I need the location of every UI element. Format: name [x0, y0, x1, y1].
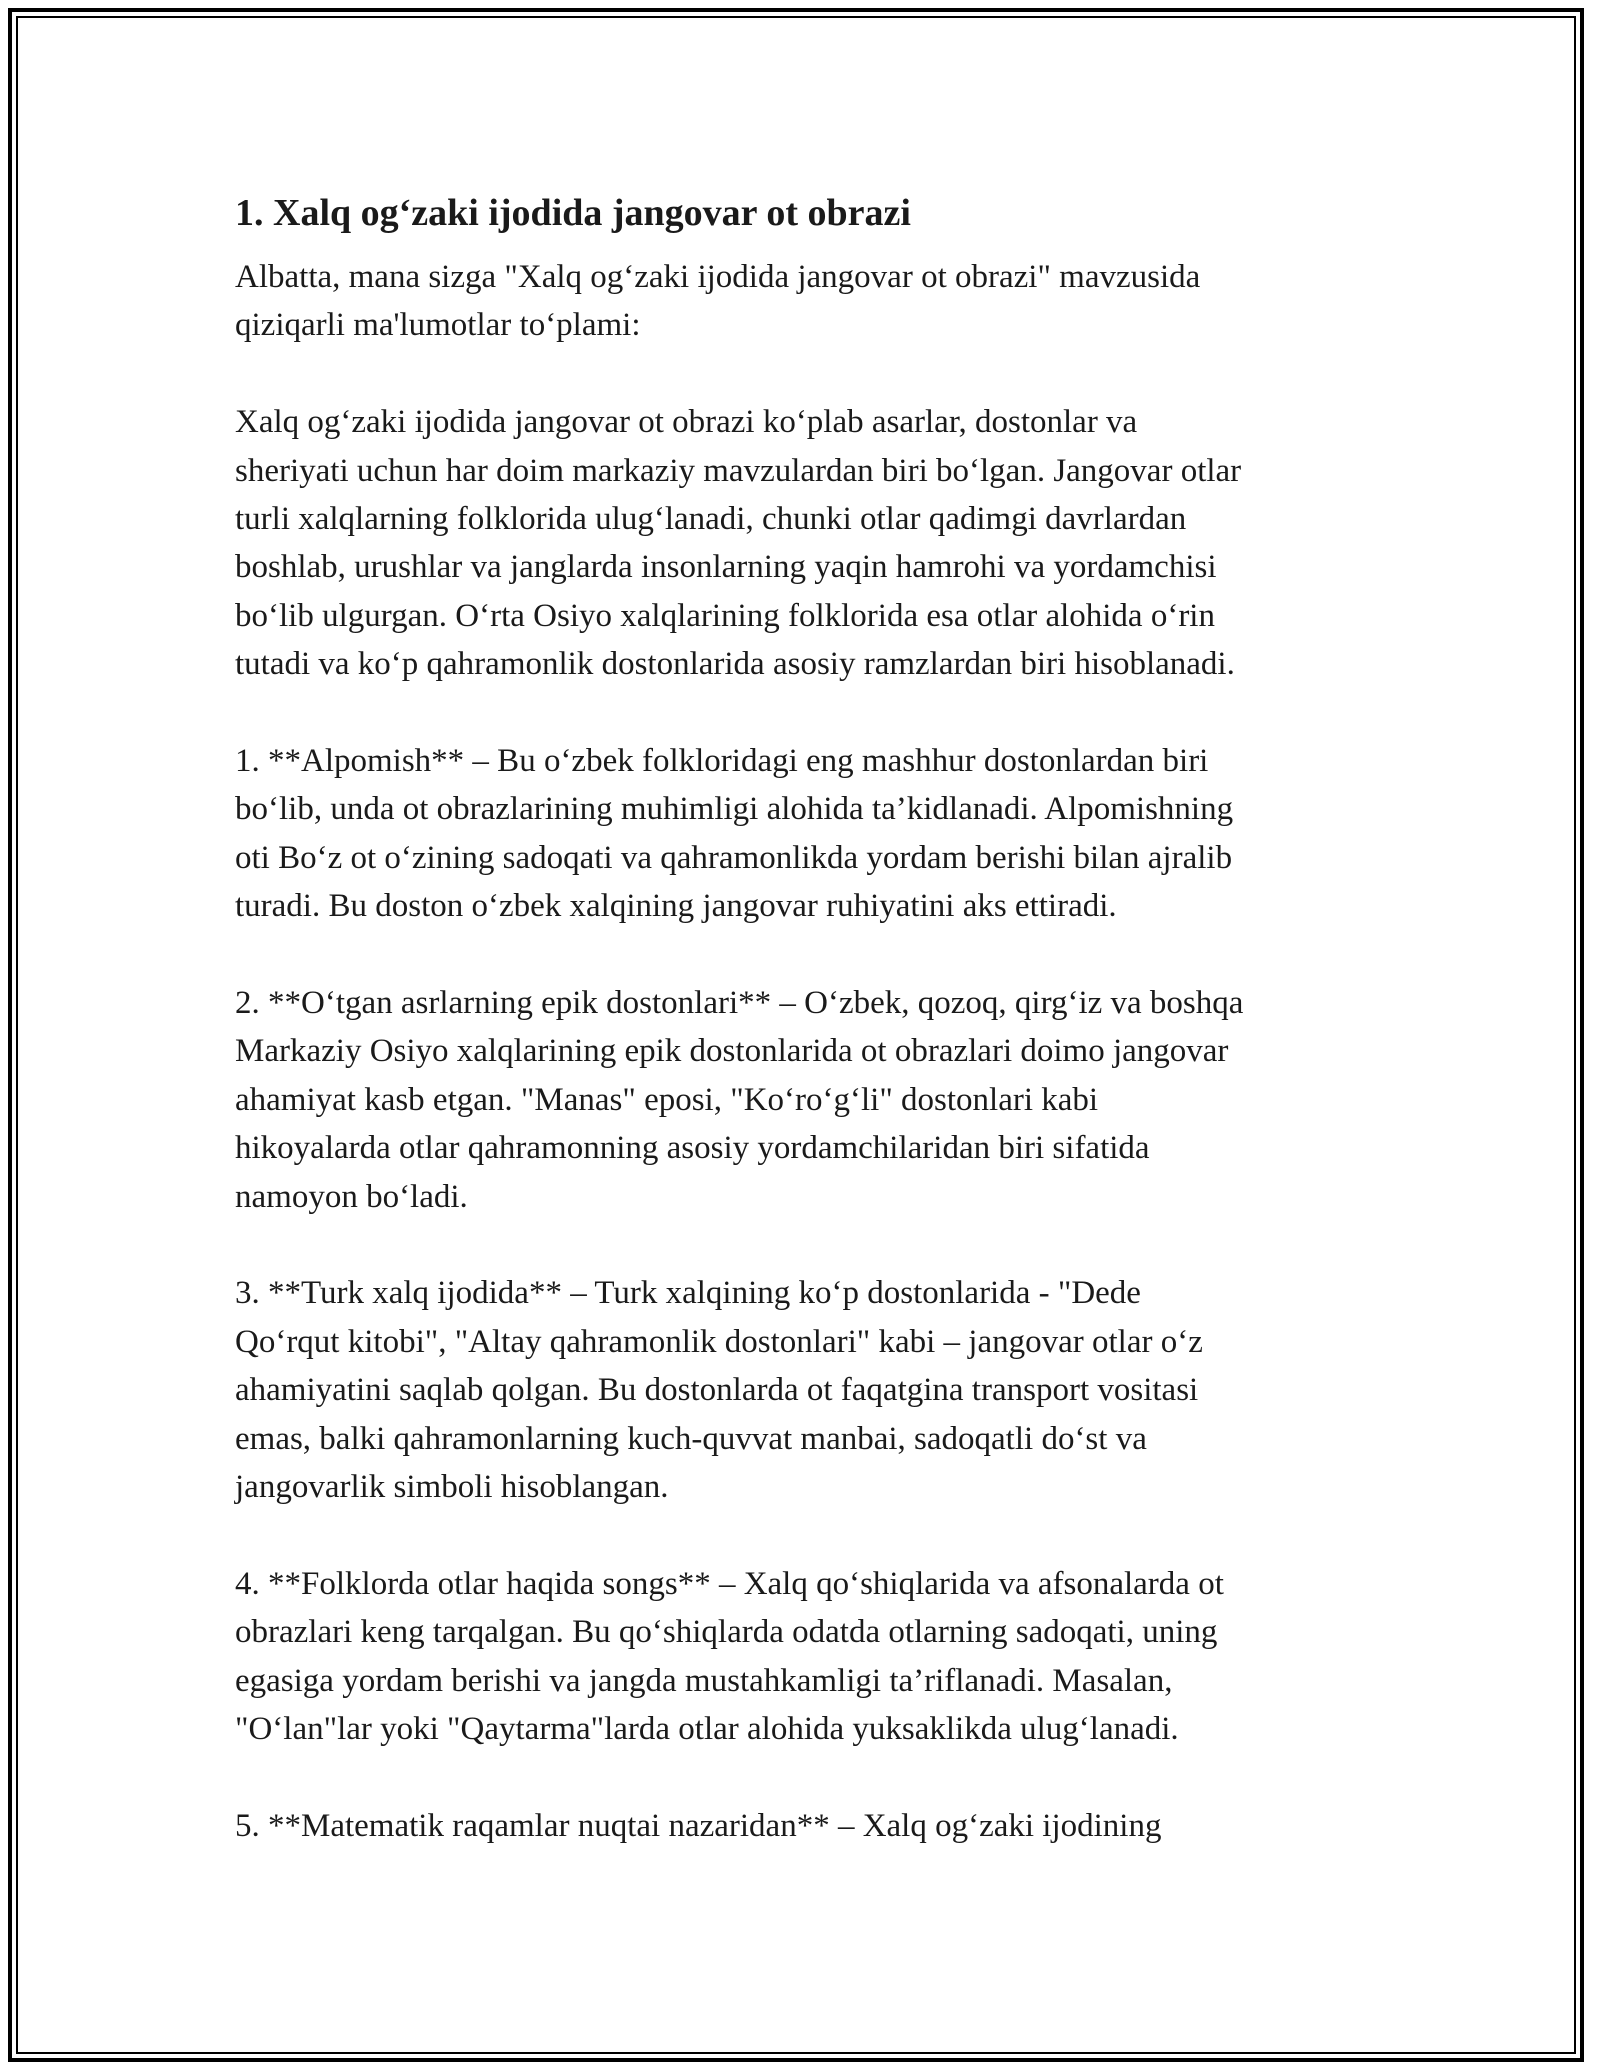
text-line: 5. **Matematik raqamlar nuqtai nazaridan** – Xalq og‘zaki ijodining [235, 1807, 1162, 1844]
text-line: qiziqarli ma'lumotlar to‘plami: [235, 307, 641, 344]
text-line: namoyon bo‘ladi. [235, 1178, 468, 1215]
document-heading: 1. Xalq og‘zaki ijodida jangovar ot obrazi [235, 192, 911, 234]
text-line: egasiga yordam berishi va jangda mustahkamligi ta’riflanadi. Masalan, [235, 1662, 1173, 1699]
text-line: jangovarlik simboli hisoblangan. [235, 1469, 669, 1506]
text-line: bo‘lib, unda ot obrazlarining muhimligi alohida ta’kidlanadi. Alpomishning [235, 791, 1234, 828]
document-body [235, 185, 1365, 1850]
list-item-mathematical [235, 1802, 1365, 1850]
text-line: bo‘lib ulgurgan. O‘rta Osiyo xalqlarining folklorida esa otlar alohida o‘rin [235, 597, 1215, 634]
text-line: boshlab, urushlar va janglarda insonlarning yaqin hamrohi va yordamchisi [235, 549, 1217, 586]
text-line: emas, balki qahramonlarning kuch-quvvat manbai, sadoqatli do‘st va [235, 1420, 1147, 1457]
text-line: sheriyati uchun har doim markaziy mavzulardan biri bo‘lgan. Jangovar otlar [235, 452, 1242, 489]
text-line: Qo‘rqut kitobi", "Altay qahramonlik dostonlari" kabi – jangovar otlar o‘z [235, 1323, 1203, 1360]
text-line: "O‘lan"lar yoki "Qaytarma"larda otlar alohida yuksaklikda ulug‘lanadi. [235, 1711, 1179, 1748]
text-line: Xalq og‘zaki ijodida jangovar ot obrazi ko‘plab asarlar, dostonlar va [235, 404, 1138, 441]
text-line: ahamiyat kasb etgan. "Manas" eposi, "Ko‘ro‘g‘li" dostonlari kabi [235, 1081, 1099, 1118]
text-line: tutadi va ko‘p qahramonlik dostonlarida asosiy ramzlardan biri hisoblanadi. [235, 646, 1235, 683]
list-item-epic-dostons [235, 979, 1365, 1221]
overview-paragraph [235, 398, 1365, 688]
text-line: ahamiyatini saqlab qolgan. Bu dostonlarda ot faqatgina transport vositasi [235, 1372, 1199, 1409]
text-line: 1. **Alpomish** – Bu o‘zbek folkloridagi eng mashhur dostonlardan biri [235, 743, 1209, 780]
text-line: turli xalqlarning folklorida ulug‘lanadi, chunki otlar qadimgi davrlardan [235, 501, 1187, 538]
text-line: oti Bo‘z ot o‘zining sadoqati va qahramonlikda yordam berishi bilan ajralib [235, 839, 1233, 876]
text-line: 2. **O‘tgan asrlarning epik dostonlari** – O‘zbek, qozoq, qirg‘iz va boshqa [235, 985, 1244, 1022]
list-item-turk-folklore [235, 1269, 1365, 1511]
text-line: 3. **Turk xalq ijodida** – Turk xalqining ko‘p dostonlarida - "Dede [235, 1275, 1141, 1312]
text-line: Markaziy Osiyo xalqlarining epik dostonlarida ot obrazlari doimo jangovar [235, 1033, 1229, 1070]
list-item-alpomish [235, 737, 1365, 931]
text-line: 4. **Folklorda otlar haqida songs** – Xalq qo‘shiqlarida va afsonalarda ot [235, 1565, 1224, 1602]
text-line: turadi. Bu doston o‘zbek xalqining jangovar ruhiyatini aks ettiradi. [235, 888, 1117, 925]
list-item-folk-songs [235, 1560, 1365, 1754]
intro-paragraph [235, 253, 1365, 350]
text-line: obrazlari keng tarqalgan. Bu qo‘shiqlarda odatda otlarning sadoqati, uning [235, 1614, 1218, 1651]
text-line: Albatta, mana sizga "Xalq og‘zaki ijodida jangovar ot obrazi" mavzusida [235, 259, 1201, 295]
text-line: hikoyalarda otlar qahramonning asosiy yordamchilaridan biri sifatida [235, 1130, 1150, 1167]
